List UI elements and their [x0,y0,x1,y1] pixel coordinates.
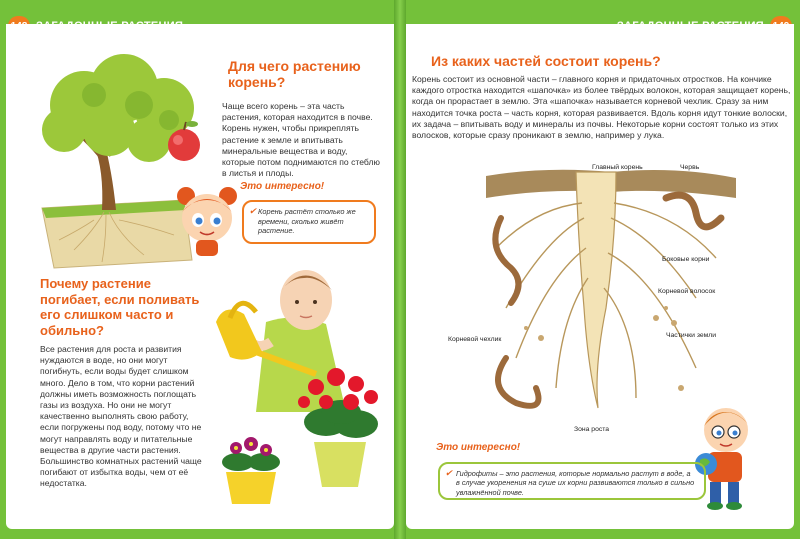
label-root-hair: Корневой волосок [658,288,716,295]
book-gutter [394,0,406,539]
right-interest-title: Это интересно! [436,442,521,453]
right-heading-root-parts: Из каких частей состоит корень? [431,53,661,69]
left-interest-note [242,200,376,244]
right-paragraph-root-parts: Корень состоит из основной части – главного корня и придаточных отростков. На кончике каждого отростка находится «шапочка» из более твёрдых волокон, которая защищает корень, когда он прорастает в землю. Эта «шапочка» называется корневой чехлик. Сразу за ним находится точка роста – часть корня, которая развивается. Вдоль корня идут тонкие волоски, их задача – впитывать воду и минералы из почвы. Некоторые корни состоят только из этих волосков, которые сразу проникают в землю, например у лука. [412,74,791,141]
root-illustration [466,158,756,436]
label-root-cap: Корневой чехлик [448,336,502,343]
right-interest-note [438,462,706,500]
left-paragraph-overwatering: Все растения для роста и развития нуждаются в воде, но они могут погибнуть, если воды будет слишком много. Дело в том, что корни растений должны иметь возможность поглощать газы из воздуха. Но они не могут качественно выполнять свою работу, если погружены под воду, потому что не могут направлять воду и питательные вещества в другие части растения. Большинство комнатных растений чаще погибают от избытка воды, чем от её недостатка. [40,344,202,489]
root-structure-diagram [448,158,756,436]
girl-mascot-illustration [172,180,242,258]
label-main-root: Главный корень [592,164,643,171]
left-heading-overwatering: Почему растение погибает, если поливать его слишком часто и обильно? [40,276,200,338]
label-soil-particles: Частички земли [666,332,717,339]
checkmark-icon: ✔ [249,206,257,216]
boy-watering-flowers-photo [196,262,392,510]
right-interest-text: Гидрофиты – это растения, которые нормально растут в воде, а в случае укоренения на суше их корни развиваются только в сильно увлажнённой почве. [456,469,695,497]
label-lateral-roots: Боковые корни [662,256,710,263]
left-interest-title: Это интересно! [240,181,325,192]
left-paragraph-root-purpose: Чаще всего корень – эта часть растения, которая находится в почве. Корень нужен, чтобы прикреплять растение к земле и впитывать минеральные вещества и воду, которые потом поднимаются по стеблю в листья и плоды. [222,101,380,179]
label-growth-zone: Зона роста [574,426,610,433]
label-worm: Червь [680,164,700,171]
checkmark-icon: ✔ [445,468,453,478]
left-heading-root-purpose: Для чего растению корень? [228,58,361,90]
left-interest-text: Корень растёт столько же времени, сколько живёт растение. [258,207,356,235]
